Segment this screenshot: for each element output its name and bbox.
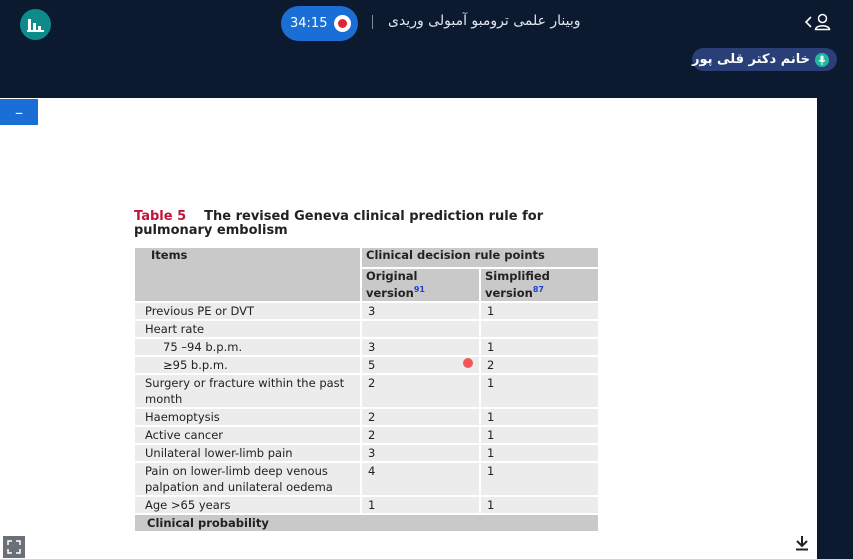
cell-item: Age >65 years bbox=[135, 497, 360, 513]
cell-item: ≥95 b.p.m. bbox=[135, 357, 360, 373]
microphone-icon bbox=[815, 53, 829, 67]
table-row bbox=[135, 339, 598, 355]
record-icon bbox=[334, 15, 351, 32]
cell-simplified: 1 bbox=[481, 303, 598, 319]
presentation-side-strip bbox=[817, 98, 853, 559]
download-icon[interactable] bbox=[794, 535, 810, 551]
user-icon bbox=[814, 13, 831, 30]
geneva-table bbox=[133, 246, 600, 530]
cell-original bbox=[362, 321, 479, 337]
table-row bbox=[135, 463, 598, 495]
cell-original: 5 bbox=[362, 357, 479, 373]
bar-chart-icon bbox=[27, 17, 44, 32]
cell-item: Pain on lower-limb deep venous palpation and unilateral oedema bbox=[135, 463, 360, 495]
collapse-presentation-button[interactable]: – bbox=[0, 99, 38, 125]
cell-original: 3 bbox=[362, 303, 479, 319]
cell-original: 2 bbox=[362, 427, 479, 443]
active-speaker-badge bbox=[692, 48, 837, 71]
header-divider bbox=[372, 15, 373, 29]
reference-87: 87 bbox=[532, 285, 544, 294]
fullscreen-button[interactable] bbox=[3, 536, 25, 558]
cell-item: Heart rate bbox=[135, 321, 360, 337]
cell-original: 2 bbox=[362, 375, 479, 407]
table-caption bbox=[134, 210, 604, 238]
expand-icon bbox=[7, 540, 21, 554]
cell-simplified: 1 bbox=[481, 339, 598, 355]
table-row bbox=[135, 321, 598, 337]
cell-original: 3 bbox=[362, 445, 479, 461]
column-header-simplified: Simplified version$^{87}$ bbox=[481, 269, 598, 301]
table-title: The revised Geneva clinical prediction rule for pulmonary embolism bbox=[134, 209, 544, 238]
cell-simplified: 1 bbox=[481, 375, 598, 407]
stats-button[interactable] bbox=[20, 9, 51, 40]
cell-item: Previous PE or DVT bbox=[135, 303, 360, 319]
chevron-left-icon bbox=[805, 16, 812, 28]
table-row bbox=[135, 427, 598, 443]
reference-91: 91 bbox=[413, 285, 425, 294]
table-row bbox=[135, 409, 598, 425]
table-number: Table 5 bbox=[134, 209, 187, 224]
speaker-name: خانم دکتر قلی پور bbox=[692, 52, 811, 67]
clipped-row-label: Clinical probability bbox=[135, 515, 598, 531]
cell-simplified: 1 bbox=[481, 497, 598, 513]
table-row bbox=[135, 445, 598, 461]
table-row bbox=[135, 357, 598, 373]
cell-item: Haemoptysis bbox=[135, 409, 360, 425]
cell-original: 1 bbox=[362, 497, 479, 513]
cell-item: Unilateral lower-limb pain bbox=[135, 445, 360, 461]
recording-indicator[interactable] bbox=[281, 6, 358, 41]
recording-timer: 34:15 bbox=[290, 16, 328, 31]
column-header-original: Original version$^{91}$ bbox=[362, 269, 479, 301]
cell-simplified: 1 bbox=[481, 427, 598, 443]
table-row-clipped bbox=[135, 515, 598, 531]
table-body bbox=[135, 303, 598, 531]
cell-simplified: 1 bbox=[481, 409, 598, 425]
meeting-title: وبینار علمی ترومبو آمبولی وریدی bbox=[388, 13, 581, 29]
cell-simplified: 1 bbox=[481, 445, 598, 461]
cell-original: 2 bbox=[362, 409, 479, 425]
column-header-items: Items bbox=[135, 248, 360, 301]
cell-original: 4 bbox=[362, 463, 479, 495]
table-row bbox=[135, 375, 598, 407]
cell-simplified: 1 bbox=[481, 463, 598, 495]
user-menu-button[interactable] bbox=[805, 13, 831, 30]
cell-simplified: 2 bbox=[481, 357, 598, 373]
cell-original: 3 bbox=[362, 339, 479, 355]
cell-item: 75 –94 b.p.m. bbox=[135, 339, 360, 355]
cell-item: Active cancer bbox=[135, 427, 360, 443]
presenter-laser-pointer bbox=[463, 358, 473, 368]
column-header-group: Clinical decision rule points bbox=[362, 248, 598, 267]
cell-item: Surgery or fracture within the past month bbox=[135, 375, 360, 407]
table-row bbox=[135, 497, 598, 513]
cell-simplified bbox=[481, 321, 598, 337]
table-row bbox=[135, 303, 598, 319]
